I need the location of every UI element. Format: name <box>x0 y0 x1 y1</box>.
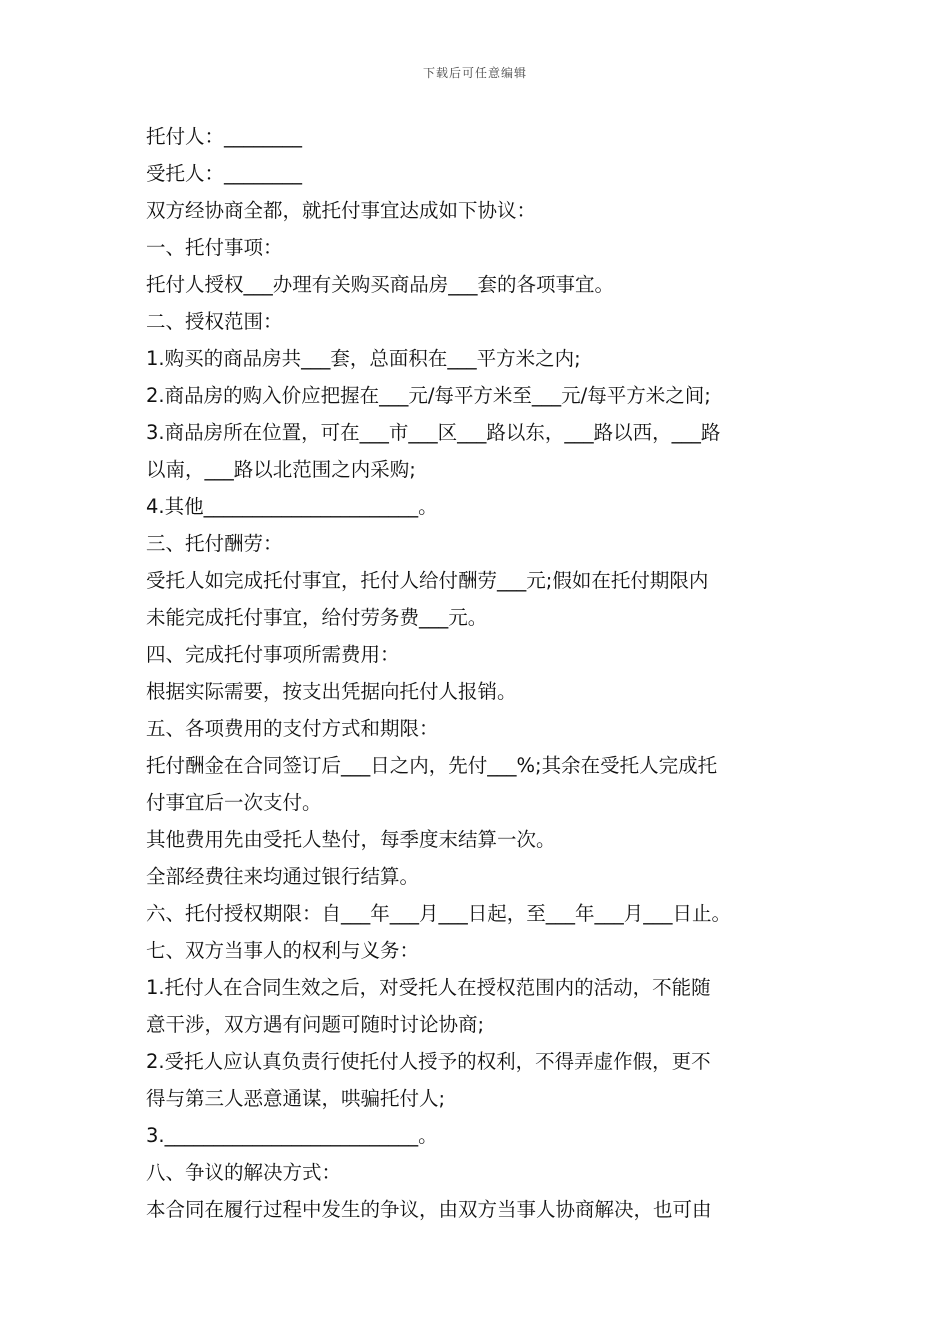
section-heading: 六、托付授权期限：自___年___月___日起，至___年___月___日止。 <box>146 902 732 925</box>
page-header: 下载后可任意编辑 <box>422 66 527 80</box>
text-line: 1.托付人在合同生效之后，对受托人在授权范围内的活动，不能随 <box>146 976 711 999</box>
text-line: 其他费用先由受托人垫付，每季度末结算一次。 <box>146 828 556 851</box>
document-body <box>146 118 808 1228</box>
text-line: 托付人授权___办理有关购买商品房___套的各项事宜。 <box>146 273 615 296</box>
section-heading: 七、双方当事人的权利与义务： <box>146 939 420 962</box>
text-line: 受托人如完成托付事宜，托付人给付酬劳___元;假如在托付期限内 <box>146 569 709 592</box>
section-heading: 三、托付酬劳： <box>146 532 283 555</box>
text-line: 付事宜后一次支付。 <box>146 791 322 814</box>
text-line: 2.受托人应认真负责行使托付人授予的权利，不得弄虚作假，更不 <box>146 1050 711 1073</box>
section-heading: 一、托付事项： <box>146 236 283 259</box>
text-line: 3.商品房所在位置，可在___市___区___路以东，___路以西，___路 <box>146 421 721 444</box>
text-line: 根据实际需要，按支出凭据向托付人报销。 <box>146 680 517 703</box>
text-line: 意干涉，双方遇有问题可随时讨论协商; <box>146 1013 485 1036</box>
text-line: 全部经费往来均通过银行结算。 <box>146 865 420 888</box>
text-line: 1.购买的商品房共___套，总面积在___平方米之内; <box>146 347 581 370</box>
text-line: 未能完成托付事宜，给付劳务费___元。 <box>146 606 488 629</box>
section-heading: 五、各项费用的支付方式和期限： <box>146 717 439 740</box>
text-line: 3.__________________________。 <box>146 1124 438 1147</box>
text-line: 受托人：________ <box>146 162 303 185</box>
text-line: 2.商品房的购入价应把握在___元/每平方米至___元/每平方米之间; <box>146 384 711 407</box>
section-heading: 四、完成托付事项所需费用： <box>146 643 400 666</box>
text-line: 双方经协商全都，就托付事宜达成如下协议： <box>146 199 537 222</box>
text-line: 托付酬金在合同签订后___日之内，先付___%;其余在受托人完成托 <box>146 754 718 777</box>
text-line: 托付人：________ <box>146 125 303 148</box>
text-line: 得与第三人恶意通谋，哄骗托付人; <box>146 1087 446 1110</box>
section-heading: 二、授权范围： <box>146 310 283 333</box>
section-heading: 八、争议的解决方式： <box>146 1161 342 1184</box>
text-line: 以南，___路以北范围之内采购; <box>146 458 416 481</box>
text-line: 本合同在履行过程中发生的争议，由双方当事人协商解决，也可由 <box>146 1198 712 1221</box>
text-line: 4.其他______________________。 <box>146 495 438 518</box>
